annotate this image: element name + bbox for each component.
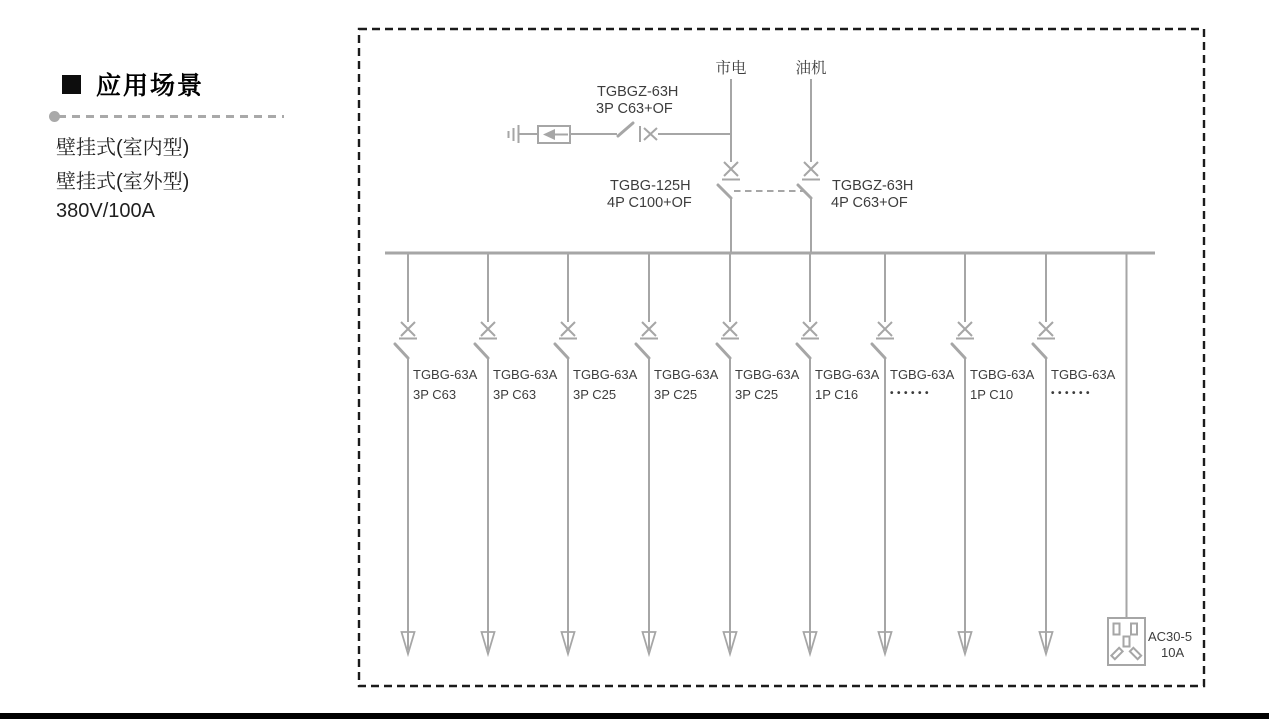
spd-breaker-spec: 3P C63+OF [596, 101, 673, 117]
branch-model: TGBG-63A [1051, 367, 1116, 382]
branch-circuit [952, 253, 1035, 654]
branch-circuit [717, 253, 800, 654]
scenario-item: 380V/100A [56, 200, 155, 222]
branch-circuit [872, 253, 955, 654]
branch-spec: 1P C16 [815, 387, 859, 402]
branch-circuit [636, 253, 719, 654]
spd-breaker-symbol [570, 123, 731, 142]
branch-circuit [797, 253, 880, 654]
generator-breaker-spec: 4P C63+OF [831, 195, 908, 211]
branch-model: TGBG-63A [890, 367, 955, 382]
branch-circuits [395, 253, 1116, 654]
socket-model: AC30-5 [1148, 629, 1193, 644]
branch-model: TGBG-63A [970, 367, 1035, 382]
branch-circuit [555, 253, 638, 654]
mains-breaker-symbol [718, 162, 740, 254]
mains-source-label: 市电 [715, 60, 747, 77]
branch-spec: 3P C25 [654, 387, 698, 402]
scenario-item: 壁挂式(室外型) [56, 171, 190, 193]
branch-spec: 3P C25 [573, 387, 617, 402]
branch-spec: 3P C63 [493, 387, 537, 402]
scenario-item: 壁挂式(室内型) [56, 137, 190, 159]
bottom-accent-bar [0, 713, 1269, 719]
generator-source-label: 油机 [795, 60, 827, 77]
mains-breaker-model: TGBG-125H [610, 178, 691, 194]
spd-icon [538, 126, 570, 143]
socket-icon [1108, 618, 1145, 665]
branch-spec: •••••• [1051, 388, 1094, 399]
branch-circuit [1033, 253, 1116, 654]
socket-rating: 10A [1161, 645, 1185, 660]
section-heading: 应用场景 [96, 72, 205, 100]
spd-breaker-model: TGBGZ-63H [597, 84, 679, 100]
branch-model: TGBG-63A [493, 367, 558, 382]
ground-icon [509, 125, 519, 143]
branch-spec: 1P C10 [970, 387, 1014, 402]
branch-model: TGBG-63A [413, 367, 478, 382]
branch-model: TGBG-63A [573, 367, 638, 382]
mains-breaker-spec: 4P C100+OF [607, 195, 692, 211]
branch-spec: 3P C25 [735, 387, 779, 402]
branch-model: TGBG-63A [815, 367, 880, 382]
branch-model: TGBG-63A [735, 367, 800, 382]
branch-circuit [395, 253, 478, 654]
branch-spec: •••••• [890, 388, 933, 399]
branch-spec: 3P C63 [413, 387, 457, 402]
generator-breaker-model: TGBGZ-63H [832, 178, 914, 194]
branch-model: TGBG-63A [654, 367, 719, 382]
branch-circuit [475, 253, 558, 654]
generator-breaker-symbol [798, 162, 820, 254]
